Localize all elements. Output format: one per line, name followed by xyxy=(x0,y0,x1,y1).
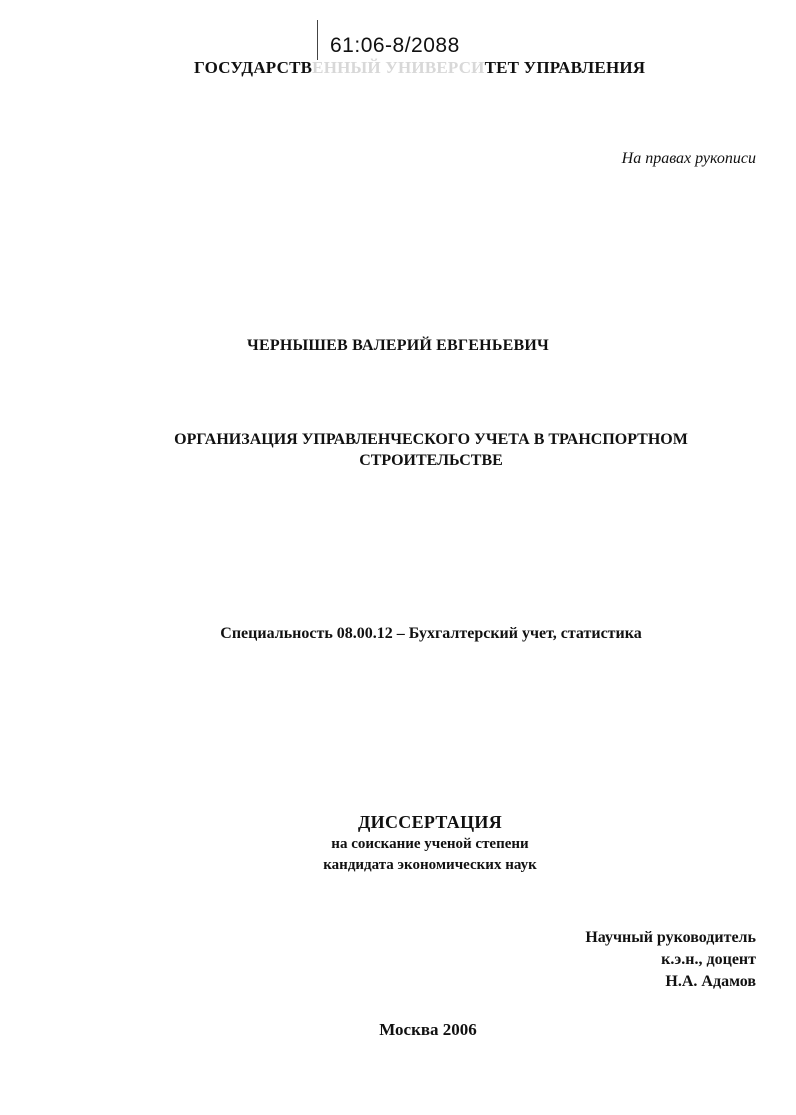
archive-stamp: 61:06-8/2088 xyxy=(330,34,460,57)
degree-line-1: на соискание ученой степени xyxy=(331,836,529,852)
dissertation-title xyxy=(100,429,762,471)
university-name-faded: ЕННЫЙ УНИВЕРСИ xyxy=(312,58,485,77)
dissertation-title-line-1: ОРГАНИЗАЦИЯ УПРАВЛЕНЧЕСКОГО УЧЕТА В ТРАНСПОРТНОМ xyxy=(174,431,688,448)
city-and-year: Москва 2006 xyxy=(379,1020,477,1039)
author-name: ЧЕРНЫШЕВ ВАЛЕРИЙ ЕВГЕНЬЕВИЧ xyxy=(247,337,549,354)
university-name-right: ТЕТ УПРАВЛЕНИЯ xyxy=(484,58,646,77)
specialty-line: Специальность 08.00.12 – Бухгалтерский учет, статистика xyxy=(220,625,642,642)
manuscript-rights-note: На правах рукописи xyxy=(621,150,756,167)
supervisor-block xyxy=(585,927,756,993)
stamp-margin-line xyxy=(317,20,318,60)
university-name xyxy=(194,58,674,78)
degree-line-2: кандидата экономических наук xyxy=(323,857,537,873)
dissertation-title-line-2: СТРОИТЕЛЬСТВЕ xyxy=(359,452,503,469)
university-name-left: ГОСУДАРСТВ xyxy=(194,58,313,77)
dissertation-heading: ДИССЕРТАЦИЯ xyxy=(357,812,502,832)
supervisor-name: Н.А. Адамов xyxy=(665,973,756,990)
dissertation-block xyxy=(230,810,630,876)
supervisor-role: Научный руководитель xyxy=(585,929,756,946)
supervisor-degree: к.э.н., доцент xyxy=(661,951,756,968)
